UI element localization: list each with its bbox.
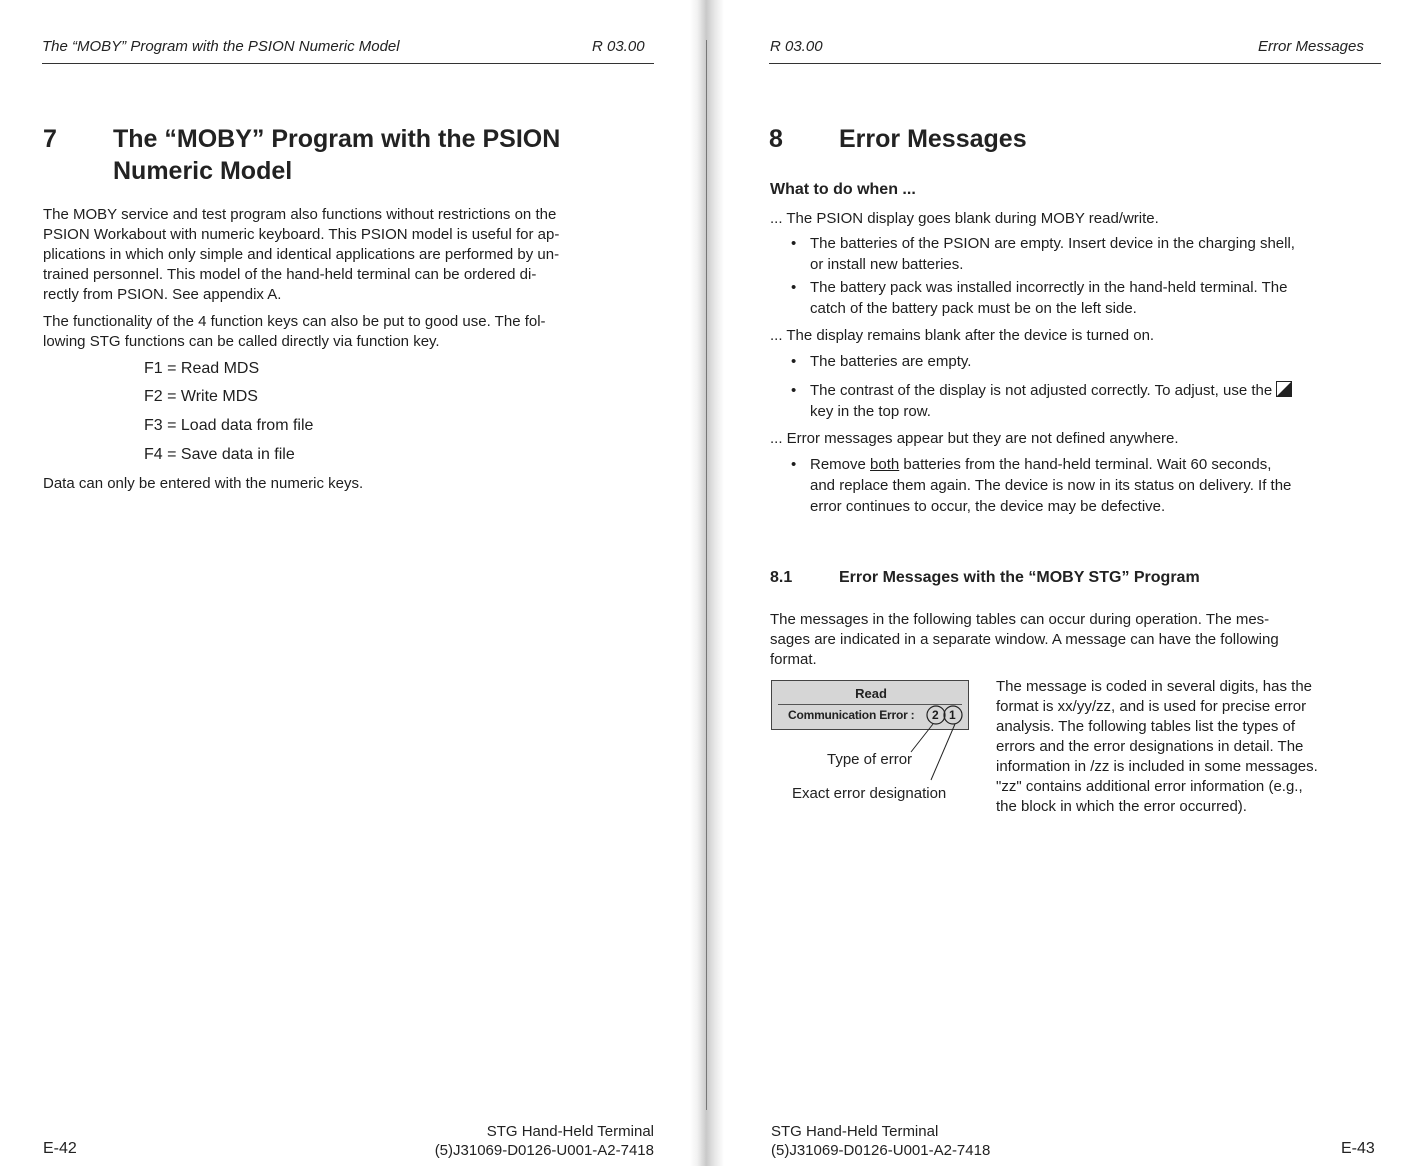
left-page-number: E-42: [43, 1140, 77, 1157]
bullet-line: [810, 380, 1381, 401]
case-2-bullet-1: [791, 351, 1381, 372]
paragraph-line: plications in which only simple and identical applications are performed by un-: [43, 246, 560, 263]
left-section-number: 7: [43, 125, 57, 153]
message-window-text: Communication Error :: [788, 708, 915, 722]
case-1-lead: ... The PSION display goes blank during MOBY read/write.: [770, 210, 1159, 227]
left-header-title: The “MOBY” Program with the PSION Numeric Model: [42, 38, 400, 55]
case-3-bullet-1: [791, 454, 1381, 517]
paragraph-line: The functionality of the 4 function keys can also be put to good use. The fol-: [43, 313, 546, 330]
paragraph-line: The message is coded in several digits, has the: [996, 678, 1313, 695]
subsection-title: Error Messages with the “MOBY STG” Program: [839, 569, 1200, 586]
label-exact-error-designation: Exact error designation: [792, 785, 947, 802]
paragraph-line: analysis. The following tables list the types of: [996, 718, 1296, 735]
paragraph-line: PSION Workabout with numeric keyboard. This PSION model is useful for ap-: [43, 226, 560, 243]
paragraph-line: information in /zz is included in some messages.: [996, 758, 1318, 775]
subsection-number: 8.1: [770, 569, 793, 586]
left-paragraph-1: [43, 205, 559, 305]
left-section-title-line2: Numeric Model: [113, 157, 293, 185]
bullet-dot: •: [791, 456, 797, 473]
right-page-number: E-43: [1341, 1140, 1375, 1157]
paragraph-line: errors and the error designations in detail. The: [996, 738, 1304, 755]
paragraph-line: "zz" contains additional error information (e.g.,: [996, 778, 1303, 795]
book-spine: [690, 0, 724, 1166]
right-header-rule: [769, 63, 1381, 64]
bullet-dot: •: [791, 235, 797, 252]
left-header-rule: [42, 63, 654, 64]
right-footer: [771, 1122, 990, 1160]
case-2-bullet-2: [791, 380, 1381, 422]
bullet-line: The battery pack was installed incorrectly in the hand-held terminal. The: [810, 279, 1288, 296]
subsection-intro: [770, 610, 1279, 670]
error-type-digit: 2: [932, 708, 939, 722]
diagram-callout-lines: [771, 680, 971, 790]
message-window-title: Read: [855, 686, 887, 701]
paragraph-line: format is xx/yy/zz, and is used for precise error: [996, 698, 1307, 715]
left-header-revision: R 03.00: [592, 38, 645, 55]
emphasis-both: both: [870, 456, 900, 473]
bullet-line: The batteries of the PSION are empty. Insert device in the charging shell,: [810, 235, 1295, 252]
footer-document-id: (5)J31069-D0126-U001-A2-7418: [771, 1142, 991, 1159]
bullet-line: key in the top row.: [810, 403, 931, 420]
paragraph-line: format.: [770, 651, 817, 668]
what-to-do-heading: What to do when ...: [770, 181, 916, 198]
left-section-title-line1: The “MOBY” Program with the PSION: [113, 125, 561, 153]
contrast-key-icon: [1276, 381, 1292, 397]
left-paragraph-2: [43, 312, 546, 352]
paragraph-line: lowing STG functions can be called directly via function key.: [43, 333, 440, 350]
bullet-dot: •: [791, 279, 797, 296]
case-3-lead: ... Error messages appear but they are not defined anywhere.: [770, 430, 1179, 447]
left-paragraph-3: Data can only be entered with the numeric keys.: [43, 475, 364, 492]
bullet-line: or install new batteries.: [810, 256, 964, 273]
bullet-text: The contrast of the display is not adjusted correctly. To adjust, use the: [810, 382, 1273, 399]
paragraph-line: The MOBY service and test program also functions without restrictions on the: [43, 206, 557, 223]
paragraph-line: trained personnel. This model of the hand-held terminal can be ordered di-: [43, 266, 537, 283]
function-key-f3: F3 = Load data from file: [144, 417, 314, 434]
bullet-dot: •: [791, 353, 797, 370]
function-key-f1: F1 = Read MDS: [144, 360, 260, 377]
bullet-line: The batteries are empty.: [810, 353, 972, 370]
right-header-title: Error Messages: [1258, 38, 1364, 55]
paragraph-line: rectly from PSION. See appendix A.: [43, 286, 282, 303]
bullet-text: Remove: [810, 456, 871, 473]
case-2-lead: ... The display remains blank after the device is turned on.: [770, 327, 1155, 344]
footer-product: STG Hand-Held Terminal: [486, 1123, 654, 1140]
left-footer: [420, 1122, 654, 1160]
label-type-of-error: Type of error: [827, 751, 913, 768]
paragraph-line: The messages in the following tables can occur during operation. The mes-: [770, 611, 1270, 628]
error-designation-digit: 1: [949, 708, 956, 722]
case-1-bullet-1: [791, 233, 1381, 275]
case-1-bullet-2: [791, 277, 1381, 319]
footer-product: STG Hand-Held Terminal: [771, 1123, 939, 1140]
footer-document-id: (5)J31069-D0126-U001-A2-7418: [434, 1142, 654, 1159]
right-section-title: Error Messages: [839, 125, 1027, 153]
paragraph-line: the block in which the error occurred).: [996, 798, 1247, 815]
bullet-line: catch of the battery pack must be on the left side.: [810, 300, 1137, 317]
function-key-f4: F4 = Save data in file: [144, 446, 295, 463]
function-key-f2: F2 = Write MDS: [144, 388, 258, 405]
spine-rule: [706, 40, 707, 1110]
bullet-line: and replace them again. The device is now in its status on delivery. If the: [810, 477, 1292, 494]
bullet-line: error continues to occur, the device may be defective.: [810, 498, 1166, 515]
bullet-line: [810, 454, 1381, 475]
paragraph-line: sages are indicated in a separate window. A message can have the following: [770, 631, 1279, 648]
message-format-description: [996, 677, 1318, 817]
bullet-text: batteries from the hand-held terminal. Wait 60 seconds,: [899, 456, 1272, 473]
bullet-dot: •: [791, 382, 797, 399]
right-section-number: 8: [769, 125, 783, 153]
right-header-revision: R 03.00: [770, 38, 823, 55]
